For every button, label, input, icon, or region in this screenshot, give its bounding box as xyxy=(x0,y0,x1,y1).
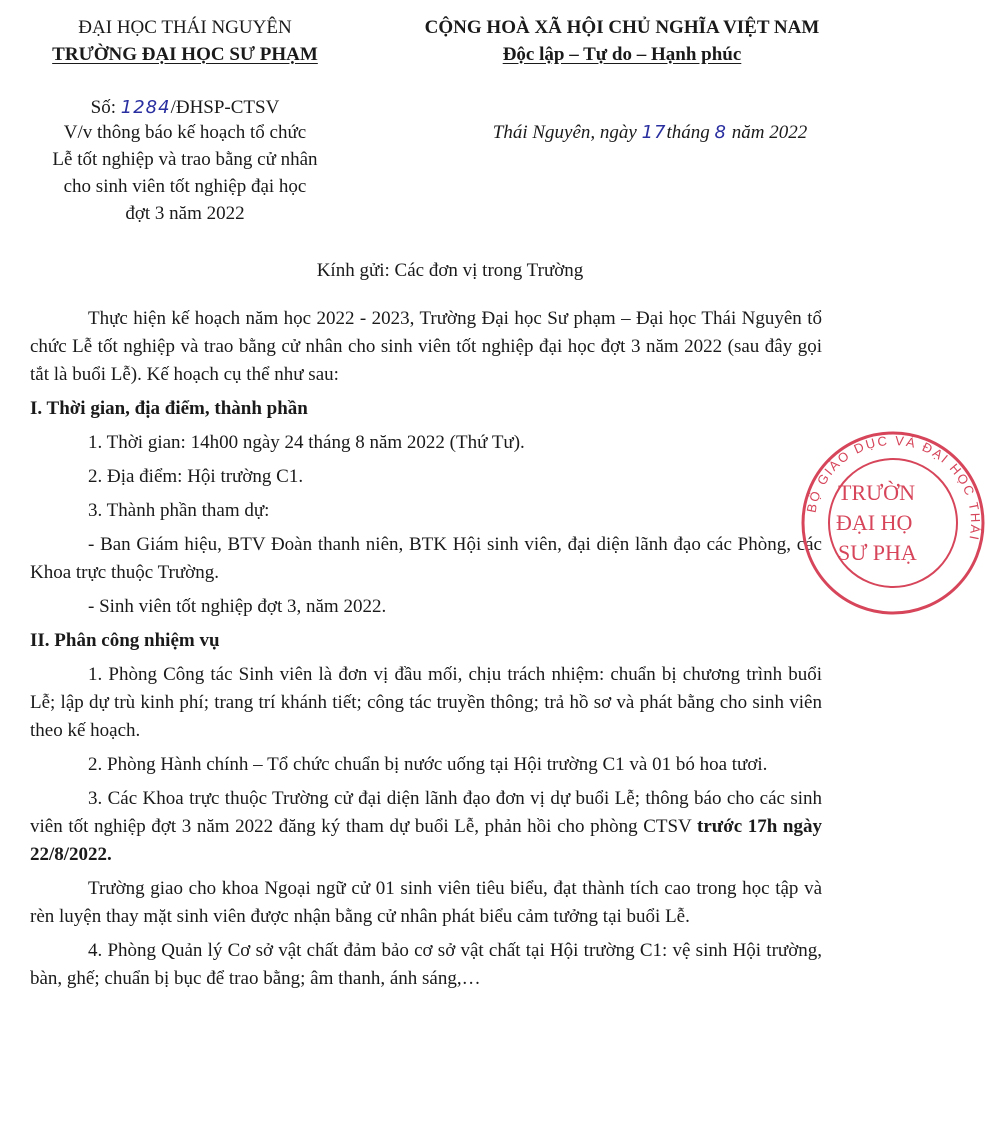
document-body xyxy=(30,305,822,999)
stamp-line-3: SƯ PHẠ xyxy=(838,540,917,565)
motto-line: Độc lập – Tự do – Hạnh phúc xyxy=(502,44,742,65)
section-1-time: 1. Thời gian: 14h00 ngày 24 tháng 8 năm 2022 (Thứ Tư). xyxy=(88,432,525,453)
section-1-participants: 3. Thành phần tham dự: xyxy=(88,500,270,521)
task-3-note: Trường giao cho khoa Ngoại ngữ cử 01 sinh viên tiêu biểu, đạt thành tích cao trong học tập và rèn luyện thay mặt sinh viên được nhận bằng cử nhân phát biểu cảm tưởng tại buổi Lễ. xyxy=(30,878,822,927)
org-line-1: ĐẠI HỌC THÁI NGUYÊN xyxy=(78,17,292,38)
national-motto xyxy=(362,14,882,68)
subject-line-4: đợt 3 năm 2022 xyxy=(125,203,245,224)
section-2-heading: II. Phân công nhiệm vụ xyxy=(30,630,220,651)
stamp-ring-text: BỘ GIÁO DỤC VÀ ĐẠI HỌC THÁI xyxy=(803,432,984,543)
task-3 xyxy=(30,785,822,869)
document-subject xyxy=(20,119,350,227)
date-month-label: tháng xyxy=(666,122,715,143)
section-1-place: 2. Địa điểm: Hội trường C1. xyxy=(88,466,304,487)
official-seal-stamp xyxy=(798,428,988,618)
intro-paragraph: Thực hiện kế hoạch năm học 2022 - 2023, Trường Đại học Sư phạm – Đại học Thái Nguyên tổ chức Lễ tốt nghiệp và trao bằng cử nhân cho sinh viên tốt nghiệp đại học đợt 3 năm 2022 (sau đây gọi tắt là buổi Lễ). Kế hoạch cụ thể như sau: xyxy=(30,308,822,385)
country-name: CỘNG HOÀ XÃ HỘI CHỦ NGHĨA VIỆT NAM xyxy=(424,17,820,38)
greeting: Kính gửi: Các đơn vị trong Trường xyxy=(316,260,584,281)
date-day-handwritten: 17 xyxy=(641,122,667,143)
document-date xyxy=(420,119,880,146)
date-year: năm 2022 xyxy=(726,122,808,143)
stamp-line-2: ĐẠI HỌ xyxy=(836,510,913,535)
stamp-line-1: TRƯỜN xyxy=(838,480,915,505)
doc-number-prefix: Số: xyxy=(90,97,121,118)
task-1: 1. Phòng Công tác Sinh viên là đơn vị đầu mối, chịu trách nhiệm: chuẩn bị chương trình buổi Lễ; lập dự trù kinh phí; trang trí khánh tiết; công tác truyền thông; trả hồ sơ và phát bằng cho sinh viên theo kế hoạch. xyxy=(30,664,822,741)
section-1-heading: I. Thời gian, địa điểm, thành phần xyxy=(30,398,308,419)
document-number xyxy=(20,94,350,121)
issuing-organization xyxy=(20,14,350,68)
date-month-handwritten: 8 xyxy=(714,122,727,143)
doc-number-suffix: /ĐHSP-CTSV xyxy=(170,97,280,118)
org-line-2: TRƯỜNG ĐẠI HỌC SƯ PHẠM xyxy=(52,44,318,65)
subject-line-3: cho sinh viên tốt nghiệp đại học xyxy=(63,176,307,197)
participants-item-2: - Sinh viên tốt nghiệp đợt 3, năm 2022. xyxy=(88,596,387,617)
task-3-deadline: trước 17h ngày 22/8/2022. xyxy=(30,816,823,865)
task-3-text: 3. Các Khoa trực thuộc Trường cử đại diện lãnh đạo đơn vị dự buổi Lễ; thông báo cho các sinh viên tốt nghiệp đợt 3 năm 2022 đăng ký tham dự buổi Lễ, phản hồi cho phòng CTSV xyxy=(30,788,822,837)
task-4: 4. Phòng Quản lý Cơ sở vật chất đảm bảo cơ sở vật chất tại Hội trường C1: vệ sinh Hội trường, bàn, ghế; chuẩn bị bục để trao bằng; âm thanh, ánh sáng,… xyxy=(30,940,822,989)
participants-item-1: - Ban Giám hiệu, BTV Đoàn thanh niên, BTK Hội sinh viên, đại diện lãnh đạo các Phòng, các Khoa trực thuộc Trường. xyxy=(30,534,822,583)
task-2: 2. Phòng Hành chính – Tổ chức chuẩn bị nước uống tại Hội trường C1 và 01 bó hoa tươi. xyxy=(88,754,768,775)
date-place: Thái Nguyên, ngày xyxy=(492,122,642,143)
doc-number-handwritten: 1284 xyxy=(120,97,171,118)
subject-line-1: V/v thông báo kế hoạch tổ chức xyxy=(63,122,307,143)
subject-line-2: Lễ tốt nghiệp và trao bằng cử nhân xyxy=(52,149,318,170)
